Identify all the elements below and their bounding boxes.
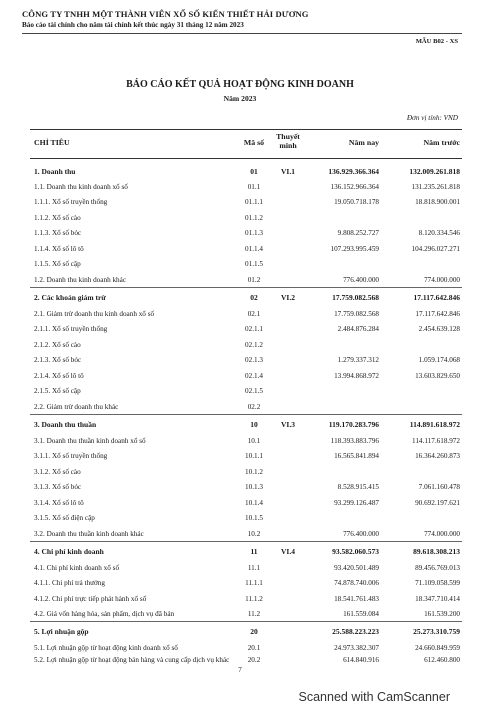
row-current-year: 136.929.366.364 <box>328 167 379 176</box>
row-code: 20.1 <box>247 643 261 652</box>
row-previous-year: 24.660.849.959 <box>415 643 460 652</box>
section-divider <box>30 287 462 288</box>
row-current-year: 614.840.916 <box>343 655 379 664</box>
table-row <box>30 227 462 242</box>
row-label: 1.1.4. Xổ số lô tô <box>34 244 84 253</box>
table-row <box>30 370 462 385</box>
row-previous-year: 71.109.058.599 <box>415 579 460 587</box>
report-title: BÁO CÁO KẾT QUẢ HOẠT ĐỘNG KINH DOANH <box>126 79 354 90</box>
row-label: 3.1.5. Xổ số điện cặp <box>34 514 95 522</box>
row-label: 2.2. Giảm trừ doanh thu khác <box>34 402 119 411</box>
row-code: 02.1.2 <box>245 340 263 349</box>
currency-unit: Đơn vị tính: VND <box>406 114 458 122</box>
row-note: VI.2 <box>281 293 295 302</box>
row-label: 1.2. Doanh thu kinh doanh khác <box>34 275 127 284</box>
row-current-year: 93.420.501.489 <box>334 563 379 572</box>
row-label: 4.1.1. Chi phí trả thưởng <box>34 579 105 587</box>
row-previous-year: 132.009.261.818 <box>409 167 460 176</box>
row-code: 20 <box>250 627 258 636</box>
row-code: 10 <box>250 420 258 429</box>
row-current-year: 16.565.841.894 <box>334 452 379 460</box>
row-code: 01.1.1 <box>245 198 263 206</box>
row-code: 02.2 <box>247 402 261 411</box>
table-row <box>30 165 462 180</box>
row-label: 3.1.1. Xổ số truyền thống <box>34 452 108 460</box>
table-row <box>30 466 462 481</box>
row-label: 4.1. Chi phí kinh doanh xổ số <box>34 563 120 572</box>
row-label: 2.1.5. Xổ số cặp <box>34 387 81 395</box>
row-label: 1.1.2. Xổ số cào <box>34 213 81 222</box>
row-code: 01.2 <box>247 275 261 284</box>
row-code: 11.1.2 <box>245 594 263 603</box>
row-current-year: 118.393.883.796 <box>330 436 379 445</box>
row-current-year: 119.170.283.796 <box>328 420 379 429</box>
table-row <box>30 181 462 196</box>
row-current-year: 93.582.060.573 <box>332 547 379 556</box>
header-chi-tieu: CHỈ TIÊU <box>34 137 70 147</box>
row-label: 2. Các khoản giảm trừ <box>34 293 106 302</box>
row-current-year: 107.293.995.459 <box>330 244 379 253</box>
row-code: 10.1.1 <box>245 452 263 460</box>
row-current-year: 2.484.876.284 <box>337 325 379 333</box>
row-previous-year: 25.273.310.759 <box>413 627 460 636</box>
row-previous-year: 18.347.710.414 <box>415 594 460 603</box>
row-current-year: 136.152.966.364 <box>330 182 379 191</box>
row-note: VI.1 <box>281 167 295 176</box>
row-code: 10.1 <box>247 436 261 445</box>
row-previous-year: 114.891.618.972 <box>409 420 460 429</box>
row-code: 10.2 <box>247 529 261 538</box>
page-number: 7 <box>238 666 242 674</box>
row-code: 10.1.4 <box>245 498 263 507</box>
row-code: 11.2 <box>247 610 261 618</box>
row-label: 4.2. Giá vốn hàng hóa, sản phẩm, dịch vụ đã bán <box>34 610 175 618</box>
row-label: 4. Chi phí kinh doanh <box>34 547 104 556</box>
section-divider <box>30 541 462 542</box>
table-row <box>30 577 462 592</box>
row-code: 01.1.2 <box>245 213 263 222</box>
row-label: 3.1.2. Xổ số cào <box>34 467 81 476</box>
row-code: 01.1.3 <box>245 229 263 237</box>
row-label: 4.1.2. Chi phí trực tiếp phát hành xổ số <box>34 594 147 603</box>
row-current-year: 17.759.082.568 <box>334 309 379 318</box>
row-label: 2.1. Giảm trừ doanh thu kinh doanh xổ số <box>34 309 155 318</box>
row-current-year: 24.973.382.307 <box>334 643 379 652</box>
row-previous-year: 89.618.308.213 <box>413 547 460 556</box>
table-row <box>30 212 462 227</box>
row-label: 2.1.1. Xổ số truyền thống <box>34 325 108 333</box>
table-row <box>30 545 462 560</box>
table-row <box>30 418 462 433</box>
row-label: 3.2. Doanh thu thuần kinh doanh khác <box>34 529 144 538</box>
row-label: 1.1.1. Xổ số truyền thống <box>34 198 108 206</box>
row-current-year: 776.400.000 <box>343 529 379 538</box>
row-label: 1.1. Doanh thu kinh doanh xổ số <box>34 182 128 191</box>
row-previous-year: 16.364.260.873 <box>415 452 460 460</box>
table-header-rule <box>30 158 462 159</box>
company-name: CÔNG TY TNHH MỘT THÀNH VIÊN XỔ SỐ KIẾN THIẾT HẢI DƯƠNG <box>22 9 309 19</box>
table-row <box>30 196 462 211</box>
row-code: 01 <box>250 167 258 176</box>
row-code: 01.1.5 <box>245 260 263 268</box>
row-previous-year: 7.061.160.478 <box>418 483 460 491</box>
row-previous-year: 161.539.200 <box>424 610 460 618</box>
row-previous-year: 13.603.829.650 <box>415 371 460 380</box>
header-ma-so: Mã số <box>243 137 265 147</box>
table-row <box>30 481 462 496</box>
row-code: 02.1.5 <box>245 387 263 395</box>
table-row <box>30 450 462 465</box>
table-row <box>30 593 462 608</box>
row-current-year: 18.541.761.483 <box>334 594 379 603</box>
row-current-year: 93.299.126.487 <box>334 498 379 507</box>
row-previous-year: 17.117.642.846 <box>413 293 460 302</box>
row-label: 5.1. Lợi nhuận gộp từ hoạt động kinh doanh xổ số <box>34 643 178 652</box>
row-previous-year: 774.000.000 <box>424 275 460 284</box>
row-previous-year: 114.117.618.972 <box>412 436 460 445</box>
table-row <box>30 339 462 354</box>
section-divider <box>30 621 462 622</box>
row-code: 02.1 <box>247 309 261 318</box>
row-previous-year: 1.059.174.068 <box>418 356 460 364</box>
row-current-year: 74.878.740.006 <box>334 579 379 587</box>
table-row <box>30 308 462 323</box>
table-row <box>30 354 462 369</box>
row-label: 1.1.3. Xổ số bóc <box>34 229 82 237</box>
row-note: VI.4 <box>281 547 295 556</box>
report-year: Năm 2023 <box>223 94 257 103</box>
row-code: 11 <box>250 547 258 556</box>
header-nam-nay: Năm nay <box>348 137 379 147</box>
row-code: 10.1.2 <box>245 467 263 476</box>
row-current-year: 8.528.915.415 <box>337 483 379 491</box>
row-code: 02.1.4 <box>245 371 263 380</box>
table-row <box>30 435 462 450</box>
row-previous-year: 2.454.639.128 <box>418 325 460 333</box>
table-row <box>30 243 462 258</box>
row-previous-year: 90.692.197.621 <box>415 498 460 507</box>
row-code: 01.1.4 <box>245 244 263 253</box>
row-code: 11.1.1 <box>245 579 263 587</box>
row-current-year: 776.400.000 <box>343 275 379 284</box>
row-current-year: 161.559.084 <box>343 610 379 618</box>
table-row <box>30 323 462 338</box>
table-row <box>30 562 462 577</box>
header-nam-truoc: Năm trước <box>423 137 460 147</box>
row-previous-year: 612.460.800 <box>424 655 460 664</box>
row-previous-year: 774.000.000 <box>424 529 460 538</box>
row-note: VI.3 <box>281 420 295 429</box>
row-previous-year: 89.456.769.013 <box>415 563 460 572</box>
row-current-year: 25.588.223.223 <box>332 627 379 636</box>
row-code: 02 <box>250 293 258 302</box>
row-previous-year: 17.117.642.846 <box>415 309 460 318</box>
row-label: 3.1.3. Xổ số bóc <box>34 483 82 491</box>
row-label: 3.1. Doanh thu thuần kinh doanh xổ số <box>34 436 146 445</box>
row-label: 2.1.2. Xổ số cào <box>34 340 81 349</box>
row-code: 20.2 <box>247 655 261 664</box>
row-code: 10.1.5 <box>245 514 263 522</box>
table-row <box>30 497 462 512</box>
row-label: 3.1.4. Xổ số lô tô <box>34 498 84 507</box>
row-previous-year: 131.235.261.818 <box>411 182 460 191</box>
table-row <box>30 512 462 527</box>
row-code: 11.1 <box>247 563 261 572</box>
row-previous-year: 8.120.334.546 <box>418 229 460 237</box>
row-label: 1.1.5. Xổ số cặp <box>34 260 81 268</box>
row-label: 1. Doanh thu <box>34 167 76 176</box>
row-code: 02.1.1 <box>245 325 263 333</box>
report-subtitle: Báo cáo tài chính cho năm tài chính kết thúc ngày 31 tháng 12 năm 2023 <box>22 21 244 29</box>
row-previous-year: 18.818.900.001 <box>415 198 460 206</box>
section-divider <box>30 414 462 415</box>
row-previous-year: 104.296.027.271 <box>411 244 460 253</box>
row-current-year: 13.994.868.972 <box>334 371 379 380</box>
row-label: 3. Doanh thu thuần <box>34 420 97 429</box>
row-code: 01.1 <box>247 182 261 191</box>
row-current-year: 17.759.082.568 <box>332 293 379 302</box>
table-row <box>30 291 462 306</box>
table-row <box>30 258 462 273</box>
row-code: 10.1.3 <box>245 483 263 491</box>
row-code: 02.1.3 <box>245 356 263 364</box>
row-label: 5. Lợi nhuận gộp <box>34 627 89 636</box>
row-label: 5.2. Lợi nhuận gộp từ hoạt động bán hàng và cung cấp dịch vụ khác <box>34 655 230 664</box>
table-row <box>30 625 462 640</box>
header-divider <box>22 33 462 34</box>
row-current-year: 9.808.252.727 <box>337 229 379 237</box>
scanner-watermark: Scanned with CamScanner <box>298 690 450 704</box>
table-row <box>30 385 462 400</box>
form-code: MẪU B02 - XS <box>415 38 458 45</box>
row-current-year: 19.050.718.178 <box>334 198 379 206</box>
row-label: 2.1.4. Xổ số lô tô <box>34 371 84 380</box>
row-label: 2.1.3. Xổ số bóc <box>34 356 82 364</box>
row-current-year: 1.279.337.312 <box>337 356 379 364</box>
header-thuyet-minh: Thuyết minh <box>276 132 300 150</box>
